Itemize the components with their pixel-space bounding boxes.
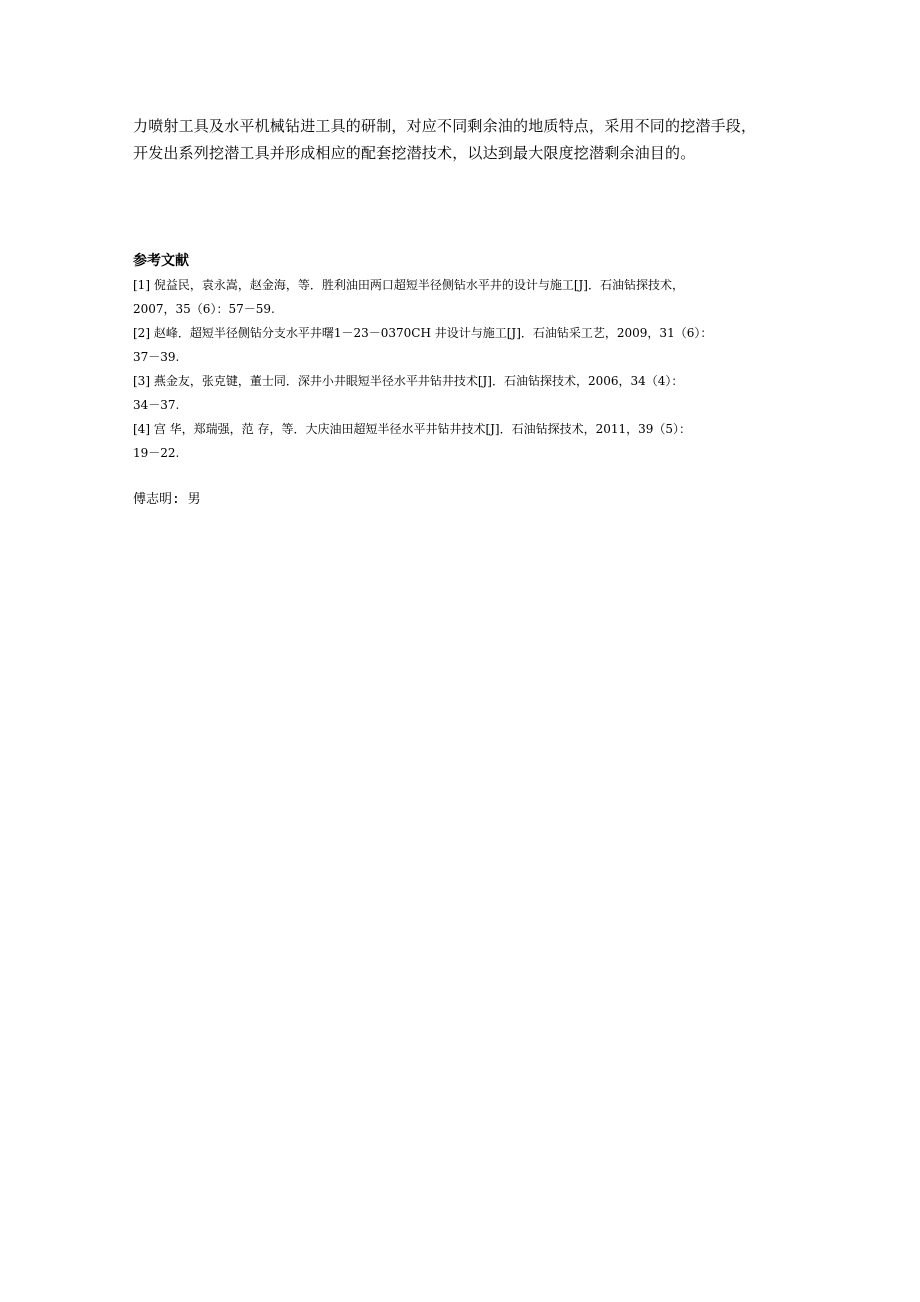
reference-item-1-line-1: [1] 倪益民，袁永嵩，赵金海，等．胜利油田两口超短半径侧钻水平井的设计与施工[J]．石油钻探技术， <box>133 278 684 292</box>
reference-item-1 <box>133 273 793 321</box>
reference-item-4-line-2: 19－22. <box>133 446 180 460</box>
reference-item-4-line-1: [4] 宫 华，郑瑞强，范 存，等．大庆油田超短半径水平井钻井技术[J]．石油钻探技术，2011，39（5）： <box>133 422 692 436</box>
references-heading: 参考文献 <box>133 253 189 269</box>
references-list <box>133 273 793 465</box>
body-paragraph-line-1: 力喷射工具及水平机械钻进工具的研制，对应不同剩余油的地质特点，采用不同的挖潜手段， <box>133 117 757 135</box>
reference-item-3-line-2: 34－37. <box>133 398 180 412</box>
reference-item-4 <box>133 417 793 465</box>
author-bio: 傅志明: 男 <box>133 492 201 507</box>
body-paragraph <box>133 113 793 167</box>
reference-item-2-line-2: 37－39. <box>133 350 180 364</box>
reference-item-3-line-1: [3] 燕金友，张克键，董士同．深井小井眼短半径水平井钻井技术[J]．石油钻探技术，2006，34（4）： <box>133 374 684 388</box>
reference-item-1-line-2: 2007，35（6）：57－59. <box>133 302 275 316</box>
reference-item-2-line-1: [2] 赵峰．超短半径侧钻分支水平井曙1－23－0370CH 井设计与施工[J]．石油钻采工艺，2009，31（6）： <box>133 326 713 340</box>
reference-item-3 <box>133 369 793 417</box>
reference-item-2 <box>133 321 793 369</box>
body-paragraph-line-2: 开发出系列挖潜工具并形成相应的配套挖潜技术，以达到最大限度挖潜剩余油目的。 <box>133 144 696 162</box>
